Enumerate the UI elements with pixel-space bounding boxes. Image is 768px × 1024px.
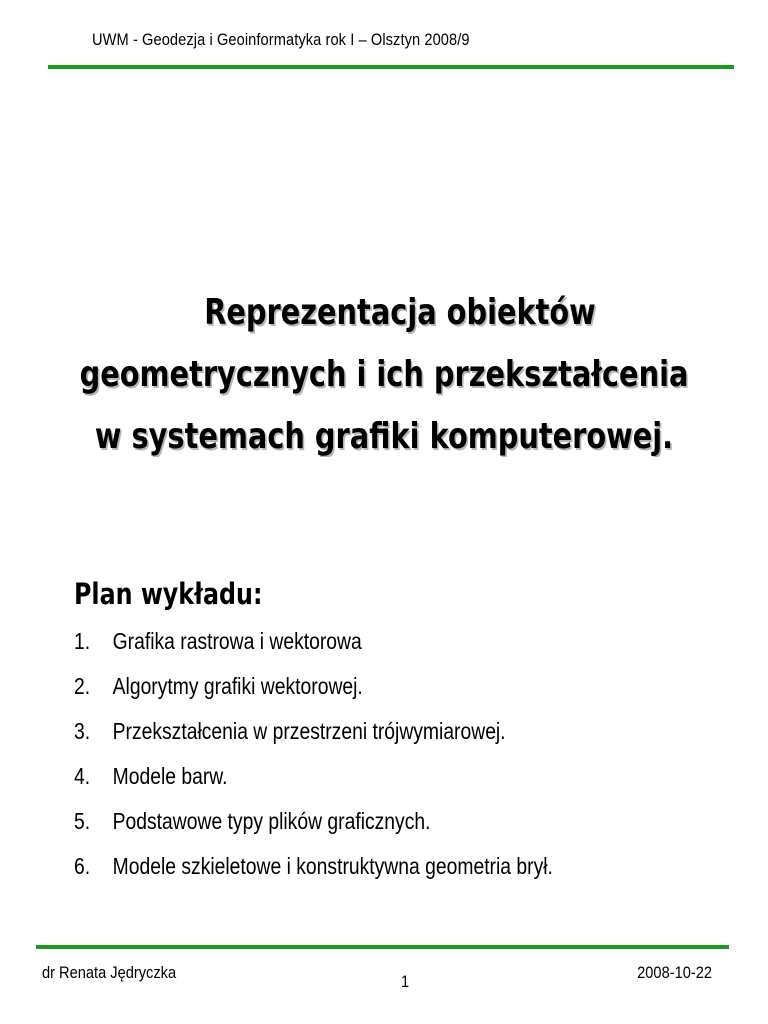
- plan-heading: Plan wykładu:: [74, 577, 263, 611]
- footer-author: dr Renata Jędryczka: [42, 963, 177, 982]
- footer-divider: [36, 945, 729, 949]
- plan-item-number: 4.: [74, 763, 91, 789]
- plan-item-text: Podstawowe typy plików graficznych.: [112, 808, 431, 834]
- plan-item-2: [74, 673, 553, 718]
- plan-item-text: Przekształcenia w przestrzeni trójwymiarowej.: [112, 718, 506, 744]
- slide-header: UWM - Geodezja i Geoinformatyka rok I – Olsztyn 2008/9: [92, 30, 470, 49]
- slide-title: [77, 282, 691, 468]
- header-divider: [48, 65, 734, 69]
- plan-item-number: 6.: [74, 853, 91, 879]
- footer-date: 2008-10-22: [637, 963, 712, 982]
- plan-item-6: [74, 853, 553, 898]
- plan-item-number: 2.: [74, 673, 91, 699]
- plan-item-number: 1.: [74, 628, 91, 654]
- plan-item-4: [74, 763, 553, 808]
- plan-item-number: 3.: [74, 718, 91, 744]
- plan-item-text: Modele barw.: [112, 763, 228, 789]
- plan-item-3: [74, 718, 553, 763]
- plan-item-text: Modele szkieletowe i konstruktywna geometria brył.: [112, 853, 553, 879]
- title-line-3: w systemach grafiki komputerowej.: [94, 416, 674, 457]
- plan-list: [74, 628, 644, 898]
- plan-item-number: 5.: [74, 808, 91, 834]
- plan-item-text: Grafika rastrowa i wektorowa: [112, 628, 362, 654]
- title-line-1: Reprezentacja obiektów: [204, 292, 596, 333]
- plan-item-5: [74, 808, 553, 853]
- plan-item-1: [74, 628, 553, 673]
- title-line-2: geometrycznych i ich przekształcenia: [79, 354, 689, 395]
- page-number: 1: [401, 972, 410, 991]
- plan-item-text: Algorytmy grafiki wektorowej.: [112, 673, 363, 699]
